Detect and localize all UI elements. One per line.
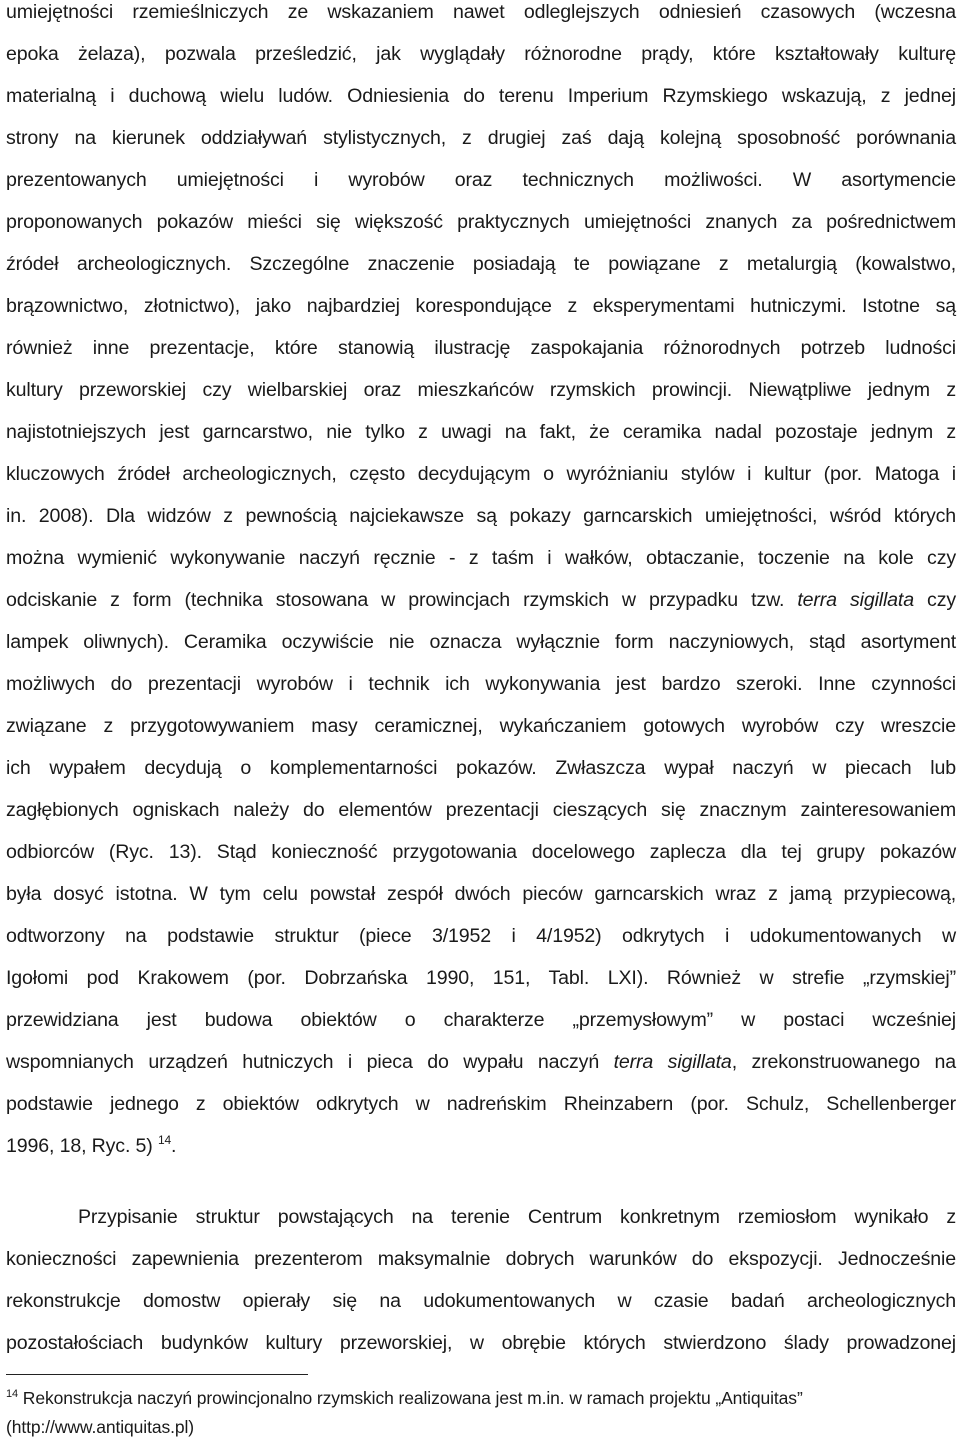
text-line	[6, 1047, 956, 1077]
text-line: podstawie jednego z obiektów odkrytych w nadreńskim Rheinzabern (por. Schulz, Schellenberger	[6, 1093, 956, 1115]
footnote	[6, 1385, 803, 1411]
text-span: , zrekonstruowanego na	[731, 1051, 956, 1073]
text-line: rekonstrukcje domostw opierały się na udokumentowanych w czasie badań archeologicznych	[6, 1290, 956, 1312]
footnote-separator	[6, 1374, 308, 1375]
text-span: 1996, 18, Ryc. 5)	[6, 1135, 158, 1157]
text-line: pozostałościach budynków kultury przeworskiej, w obrębie których stwierdzono ślady prowadzonej	[6, 1332, 956, 1354]
text-span: wspomnianych urządzeń hutniczych i pieca do wypału naczyń	[6, 1051, 614, 1073]
text-line: in. 2008). Dla widzów z pewnością najciekawsze są pokazy garncarskich umiejętności, wśród których	[6, 505, 956, 527]
text-line: kluczowych źródeł archeologicznych, często decydującym o wyróżnianiu stylów i kultur (por. Matoga i	[6, 463, 956, 485]
text-line: prezentowanych umiejętności i wyrobów oraz technicznych możliwości. W asortymencie	[6, 169, 956, 191]
text-line	[6, 585, 956, 615]
text-line: również inne prezentacje, które stanowią ilustrację zaspokajania różnorodnych potrzeb ludności	[6, 337, 956, 359]
text-line: źródeł archeologicznych. Szczególne znaczenie posiadają te powiązane z metalurgią (kowalstwo,	[6, 253, 956, 275]
text-line: odtworzony na podstawie struktur (piece 3/1952 i 4/1952) odkrytych i udokumentowanych w	[6, 925, 956, 947]
footnote-reference: 14	[157, 1133, 172, 1147]
text-span: odciskanie z form (technika stosowana w prowincjach rzymskich w przypadku tzw.	[6, 589, 798, 611]
text-line: odbiorców (Ryc. 13). Stąd konieczność przygotowania docelowego zaplecza dla tej grupy pokazów	[6, 841, 956, 863]
text-line: można wymienić wykonywanie naczyń ręcznie - z taśm i wałków, obtaczanie, toczenie na kole czy	[6, 547, 956, 569]
text-line: ich wypałem decydują o komplementarności pokazów. Zwłaszcza wypał naczyń w piecach lub	[6, 757, 956, 779]
italic-term: terra sigillata	[613, 1051, 732, 1073]
text-line: związane z przygotowywaniem masy ceramicznej, wykańczaniem gotowych wyrobów czy wreszcie	[6, 715, 956, 737]
text-line: lampek oliwnych). Ceramika oczywiście nie oznacza wyłącznie form naczyniowych, stąd asortyment	[6, 631, 956, 653]
text-line: możliwych do prezentacji wyrobów i technik ich wykonywania jest bardzo szeroki. Inne czynności	[6, 673, 956, 695]
text-line: zagłębionych ogniskach należy do elementów prezentacji cieszących się znacznym zainteresowaniem	[6, 799, 956, 821]
text-line	[6, 1131, 956, 1161]
text-line: brązownictwo, złotnictwo), jako najbardziej korespondujące z eksperymentami hutniczymi. Istotne są	[6, 295, 956, 317]
text-span: .	[171, 1135, 177, 1157]
text-line: konieczności zapewnienia prezenterom maksymalnie dobrych warunków do ekspozycji. Jednocześnie	[6, 1248, 956, 1270]
text-line: Igołomi pod Krakowem (por. Dobrzańska 1990, 151, Tabl. LXI). Również w strefie „rzymskiej”	[6, 967, 956, 989]
footnote-text: Rekonstrukcja naczyń prowincjonalno rzymskich realizowana jest m.in. w ramach projektu „Antiquitas”	[18, 1388, 803, 1408]
text-line: Przypisanie struktur powstających na terenie Centrum konkretnym rzemiosłom wynikało z	[78, 1206, 956, 1228]
text-line: proponowanych pokazów mieści się większość praktycznych umiejętności znanych za pośrednictwem	[6, 211, 956, 233]
italic-term: terra sigillata	[797, 589, 914, 611]
text-line: materialną i duchową wielu ludów. Odniesienia do terenu Imperium Rzymskiego wskazują, z jednej	[6, 85, 956, 107]
text-span: czy	[913, 589, 956, 611]
text-line: strony na kierunek oddziaływań stylistycznych, z drugiej zaś dają kolejną sposobność porównania	[6, 127, 956, 149]
footnote-link[interactable]: (http://www.antiquitas.pl)	[6, 1417, 195, 1437]
text-line: najistotniejszych jest garncarstwo, nie tylko z uwagi na fakt, że ceramika nadal pozostaje jednym z	[6, 421, 956, 443]
text-line: przewidziana jest budowa obiektów o charakterze „przemysłowym” w postaci wcześniej	[6, 1009, 956, 1031]
text-line: umiejętności rzemieślniczych ze wskazaniem nawet odleglejszych odniesień czasowych (wczesna	[6, 1, 956, 23]
text-line: kultury przeworskiej czy wielbarskiej oraz mieszkańców rzymskich prowincji. Niewątpliwe jednym z	[6, 379, 956, 401]
text-line: była dosyć istotna. W tym celu powstał zespół dwóch pieców garncarskich wraz z jamą przypiecową,	[6, 883, 956, 905]
footnote-number: 14	[6, 1388, 19, 1400]
text-line: epoka żelaza), pozwala prześledzić, jak wyglądały różnorodne prądy, które kształtowały kulturę	[6, 43, 956, 65]
